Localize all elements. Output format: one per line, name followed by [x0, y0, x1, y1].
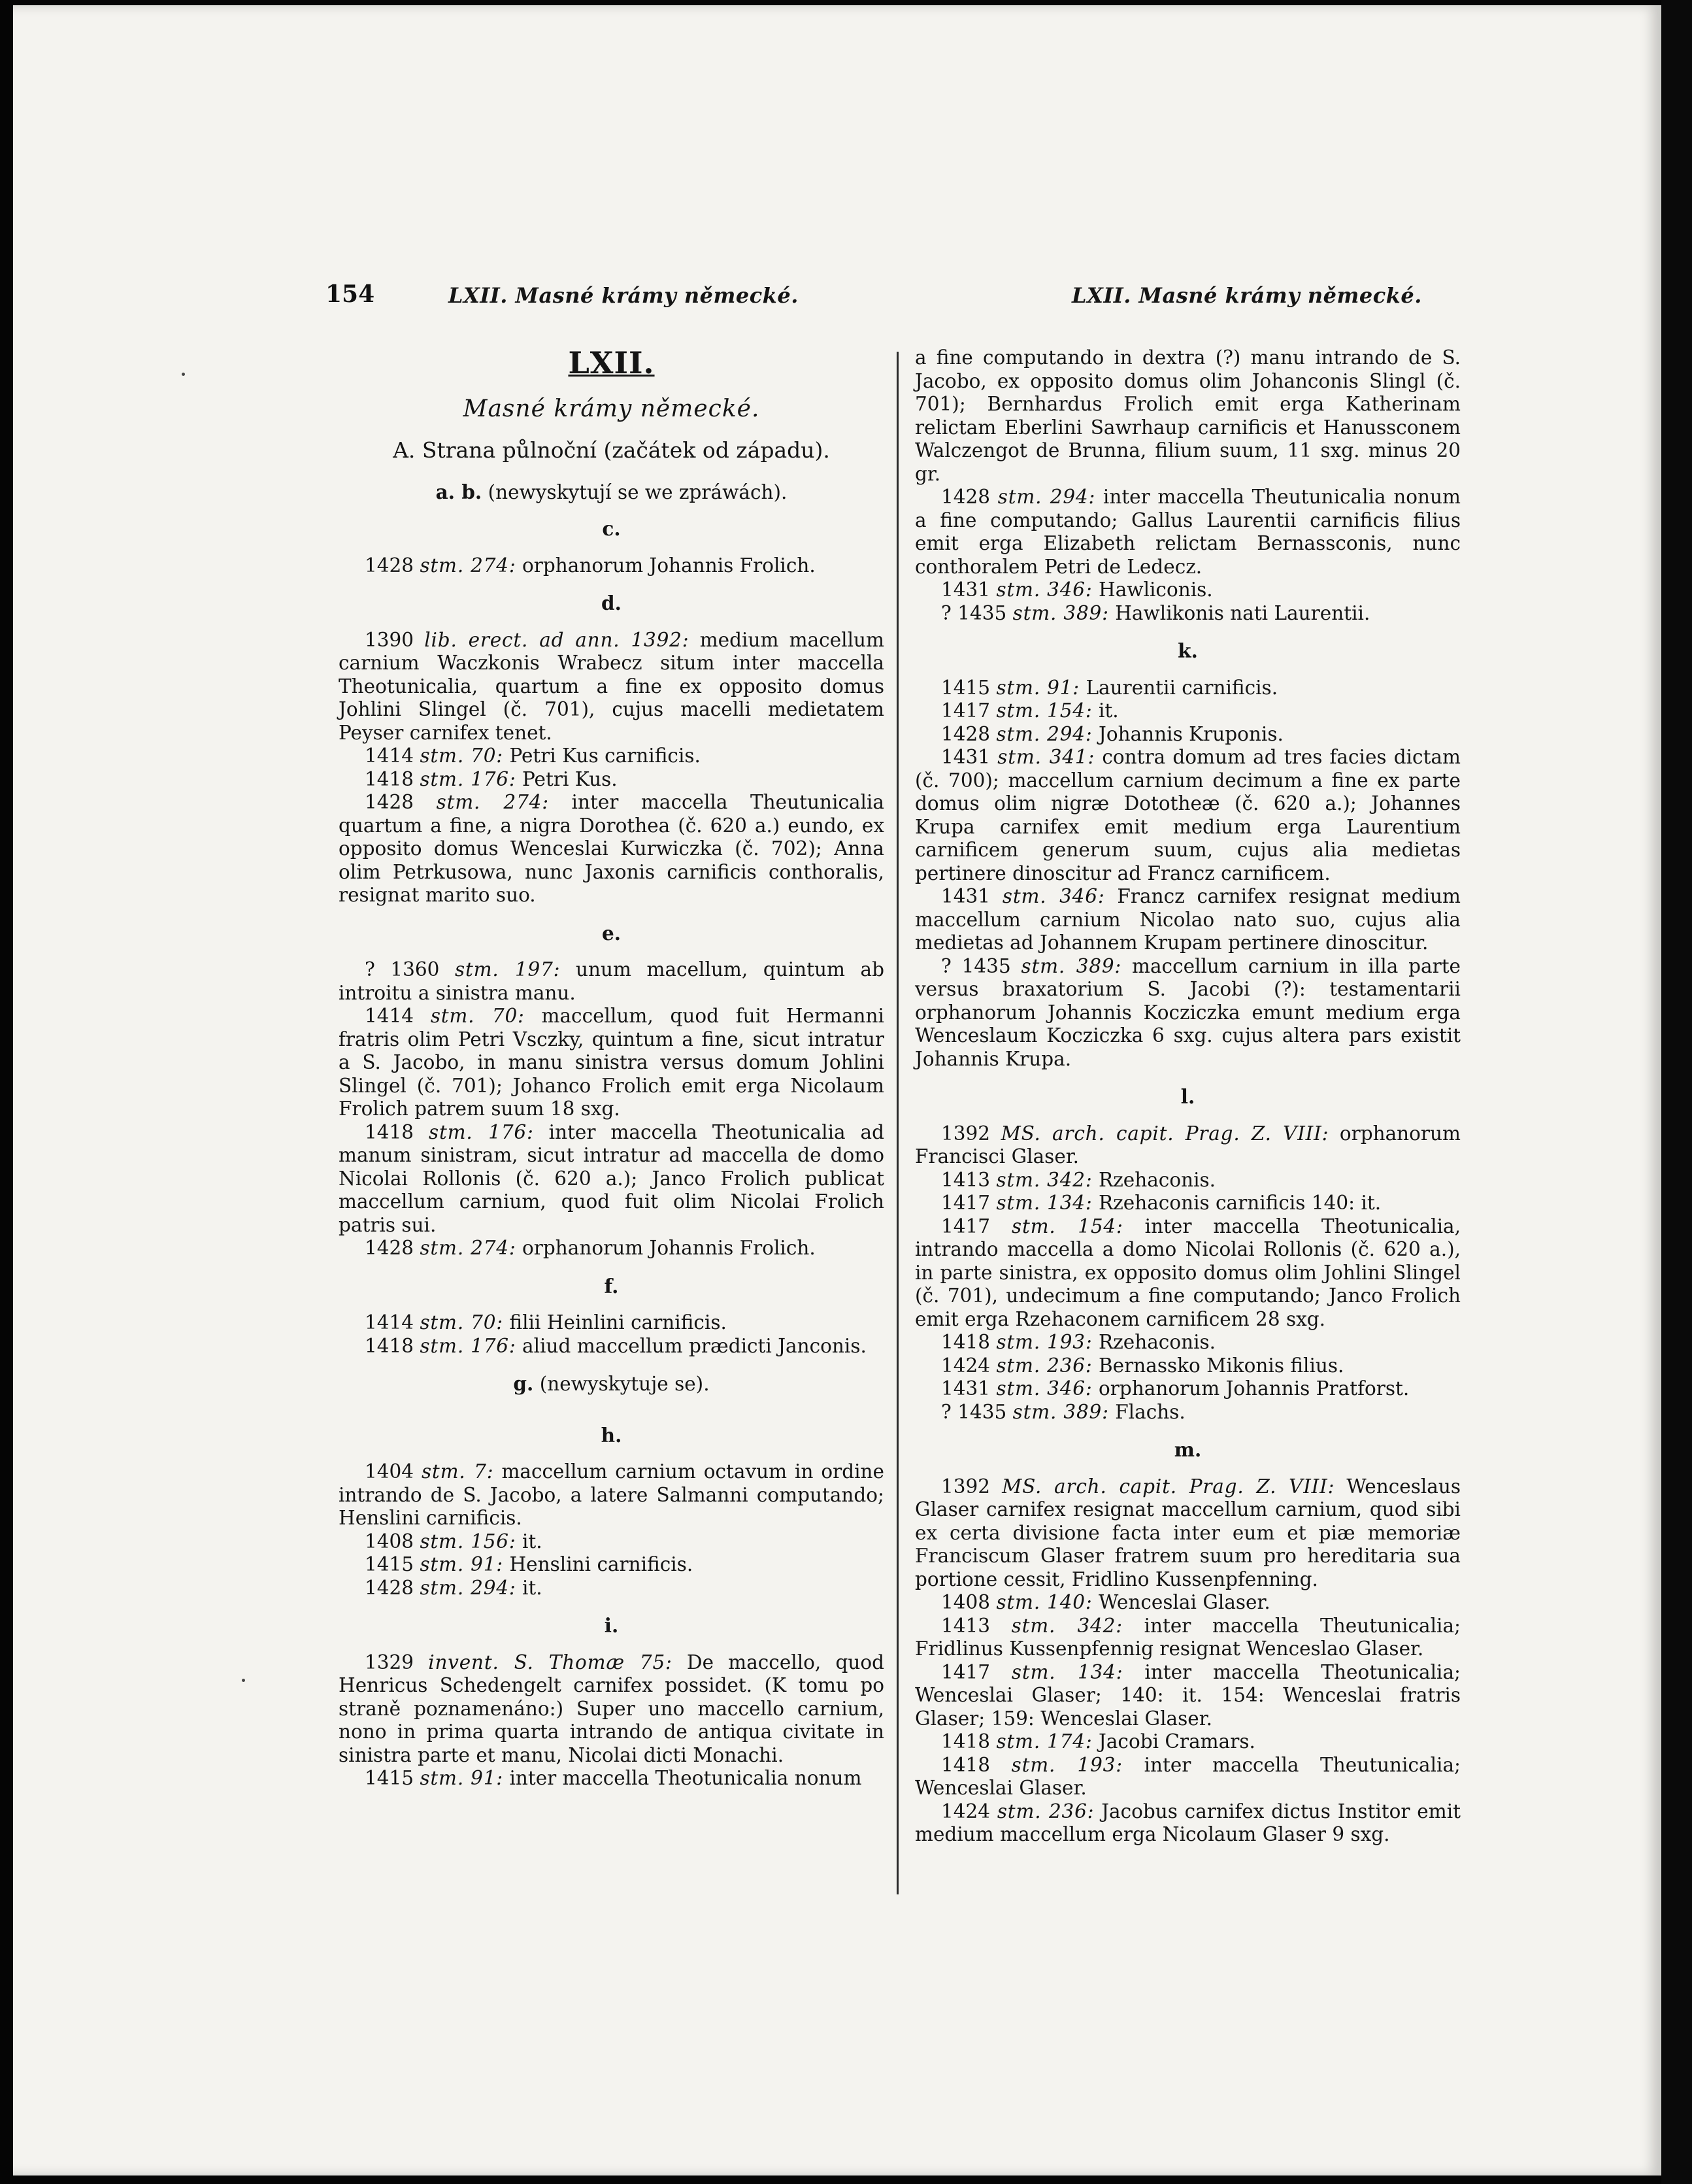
entry-text: inter maccella Theotunicalia nonum [503, 1767, 862, 1789]
entry-text: maccellum carnium octavum in ordine intrando de S. Jacobo, a latere Salmanni computando; Henslini carnificis. [339, 1460, 885, 1529]
record-entry [915, 1354, 1461, 1378]
entry-date: 1424 [941, 1800, 997, 1823]
letter-note: (newyskytuje se). [533, 1373, 710, 1395]
letter-label: f. [604, 1274, 619, 1298]
letter-note: (newyskytují se we zpráwách). [488, 480, 788, 503]
entry-text: Hawlikonis nati Laurentii. [1108, 601, 1370, 624]
spacer [339, 1260, 884, 1275]
entry-date: 1417 [941, 1215, 1012, 1237]
record-entry [915, 885, 1461, 955]
entry-continuation: a fine computando in dextra (?) manu intrando de S. Jacobo, ex opposito domus olim Johanconis Slingl (č. 701); Bernhardus Frolich emit erga Katherinam relictam Eberlini Sawrhaup carnificis et Hanussconem Walczengot de Brunna, filium suum, 11 sxg. minus 20 gr. [915, 346, 1461, 485]
entry-date: 1417 [941, 699, 997, 722]
entry-reference: lib. erect. ad ann. 1392: [424, 628, 689, 651]
page-edge [1661, 0, 1692, 2184]
record-entry [339, 791, 884, 907]
entry-reference: stm. 70: [430, 1005, 525, 1027]
record-entry [915, 1215, 1461, 1332]
record-entry [915, 699, 1461, 723]
entry-text: Petri Kus. [516, 767, 618, 790]
entry-date: 1431 [941, 885, 1003, 907]
record-entry [915, 1661, 1461, 1731]
entry-text: inter maccella Theutunicalia; Fridlinus Kussenpfennig resignat Wenceslao Glaser. [915, 1614, 1461, 1660]
record-entry [915, 1377, 1461, 1401]
entry-date: 1390 [365, 628, 425, 651]
record-entry [339, 958, 884, 1005]
letter-heading-ab [339, 480, 884, 505]
entry-reference: stm. 346: [996, 579, 1093, 601]
record-entry [915, 677, 1461, 700]
letter-label: a. b. [435, 480, 482, 503]
record-entry [339, 1237, 884, 1260]
letter-heading [915, 639, 1461, 664]
letter-label: e. [601, 921, 622, 945]
entry-date: 1424 [941, 1354, 997, 1377]
record-entry [339, 745, 884, 768]
entry-text: Petri Kus carnificis. [503, 745, 701, 767]
entry-date: 1428 [365, 791, 437, 813]
record-entry [339, 1311, 884, 1335]
scan-speck [182, 373, 185, 376]
entry-reference: stm. 236: [996, 1354, 1093, 1377]
entry-date: 1415 [365, 1553, 420, 1575]
entry-date: 1418 [365, 767, 420, 790]
record-entry [339, 1651, 884, 1768]
entry-reference: stm. 346: [996, 1377, 1093, 1400]
entry-date: 1428 [365, 554, 420, 577]
entry-reference: MS. arch. capit. Prag. Z. VIII: [1002, 1475, 1335, 1498]
record-entry [915, 1591, 1461, 1615]
entry-date: 1418 [941, 1753, 1012, 1776]
record-entry [915, 955, 1461, 1071]
entry-date: 1413 [941, 1168, 997, 1191]
column-divider [897, 352, 899, 1894]
record-entry [915, 486, 1461, 579]
entry-text: filii Heinlini carnificis. [503, 1311, 727, 1334]
letter-label: l. [1180, 1085, 1195, 1108]
spacer [339, 577, 884, 592]
entry-reference: stm. 389: [1012, 601, 1109, 624]
entry-reference: stm. 156: [420, 1530, 516, 1553]
entry-text: orphanorum Johannis Frolich. [516, 1237, 816, 1259]
record-entry [915, 723, 1461, 747]
scanned-page [13, 5, 1661, 2176]
entry-date: ? 1435 [941, 601, 1013, 624]
letter-label: i. [604, 1614, 619, 1637]
entry-date: 1415 [941, 676, 997, 699]
entry-date: 1428 [365, 1237, 420, 1259]
entry-reference: stm. 274: [436, 791, 549, 813]
entry-reference: stm. 274: [420, 554, 516, 577]
entry-reference: stm. 176: [420, 1334, 516, 1357]
letter-label: c. [602, 517, 621, 540]
letter-label: m. [1174, 1438, 1202, 1461]
entry-reference: MS. arch. capit. Prag. Z. VIII: [1001, 1122, 1329, 1145]
entry-reference: stm. 341: [997, 746, 1095, 768]
running-header-right: LXII. Masné krámy německé. [1072, 283, 1422, 308]
letter-heading [339, 1424, 884, 1448]
record-entry [339, 1460, 884, 1530]
spacer [339, 1409, 884, 1424]
entry-reference: stm. 294: [996, 722, 1093, 745]
entry-text: inter maccella Theutunicalia quartum a fine, a nigra Dorothea (č. 620 a.) eundo, ex opposito domus Wenceslai Kurwiczka (č. 702); Anna olim Petrkusowa, nunc Jaxonis carnificis conthoralis, resignat marito suo. [339, 791, 884, 906]
entry-text: orphanorum Francisci Glaser. [915, 1122, 1461, 1168]
entry-date: 1329 [365, 1651, 429, 1673]
entry-text: Henslini carnificis. [503, 1553, 693, 1575]
entry-text: orphanorum Johannis Frolich. [516, 554, 816, 577]
entry-text: Hawliconis. [1092, 579, 1213, 601]
spacer [915, 1071, 1461, 1085]
entry-date: 1431 [941, 579, 997, 601]
entry-date: 1415 [365, 1767, 420, 1789]
right-column [915, 346, 1461, 1847]
entry-date: ? 1435 [941, 954, 1021, 977]
record-entry [339, 1553, 884, 1577]
record-entry [339, 1005, 884, 1121]
record-entry [339, 554, 884, 578]
left-entries [339, 517, 884, 1790]
entry-text: it. [1092, 699, 1119, 722]
entry-text: medium macellum carnium Waczkonis Wrabecz situm inter maccella Theotunicalia, quartum a fine ex opposito domus Johlini Slingel (č. 701), cujus macelli medietatem Peyser carnifex tenet. [339, 628, 885, 744]
running-header-left: LXII. Masné krámy německé. [448, 283, 799, 308]
record-entry [915, 1800, 1461, 1847]
entry-reference: stm. 154: [1012, 1215, 1123, 1237]
entry-text: Bernassko Mikonis filius. [1092, 1354, 1344, 1377]
record-entry [339, 1335, 884, 1358]
entry-reference: stm. 197: [455, 958, 561, 981]
left-column [339, 346, 884, 1790]
entry-text: inter maccella Theotunicalia ad manum sinistram, sicut intratur ad maccella de domo Nicolai Rollonis (č. 620 a.); Janco Frolich publicat maccellum carnium, quod fuit olim Nicolai Frolich patris sui. [339, 1120, 884, 1236]
entry-reference: stm. 134: [996, 1192, 1093, 1214]
entry-date: 1408 [365, 1530, 420, 1553]
record-entry [915, 1754, 1461, 1800]
entry-text: unum macellum, quintum ab introitu a sinistra manu. [339, 958, 884, 1004]
entry-text: Wenceslai Glaser. [1092, 1591, 1270, 1613]
entry-date: 1404 [365, 1460, 422, 1483]
letter-label: h. [601, 1423, 622, 1447]
entry-text: Jacobus carnifex dictus Institor emit medium maccellum erga Nicolaum Glaser 9 sxg. [915, 1800, 1461, 1845]
record-entry [915, 579, 1461, 602]
entry-text: aliud maccellum prædicti Janconis. [516, 1334, 867, 1357]
entry-text: maccellum carnium in illa parte versus braxatorium S. Jacobi (?): testamentarii orphanorum Johannis Kocziczka emunt medium erga Wenceslaum Kocziczka 6 sxg. cujus altera pars existit Johannis Krupa. [915, 954, 1461, 1070]
entry-reference: stm. 236: [997, 1800, 1095, 1823]
letter-heading [339, 592, 884, 616]
record-entry [339, 1121, 884, 1237]
letter-heading [915, 1085, 1461, 1109]
entry-text: Laurentii carnificis. [1080, 676, 1278, 699]
record-entry [915, 1122, 1461, 1169]
letter-heading [339, 922, 884, 946]
entry-reference: stm. 176: [429, 1120, 534, 1143]
entry-reference: stm. 274: [420, 1237, 516, 1259]
entry-date: 1417 [941, 1192, 997, 1214]
entry-date: 1414 [365, 1005, 431, 1027]
entry-text: Johannis Kruponis. [1092, 722, 1284, 745]
spacer [915, 1424, 1461, 1438]
record-entry [339, 768, 884, 792]
entry-reference: stm. 193: [996, 1331, 1093, 1353]
record-entry [915, 1331, 1461, 1354]
entry-text: inter maccella Theutunicalia; Wenceslai Glaser. [915, 1753, 1461, 1799]
entry-text: inter maccella Theotunicalia, intrando maccella a domo Nicolai Rollonis (č. 620 a.), in parte sinistra, ex opposito domus olim Johlini Slingel (č. 701), undecimum a fine computando; Janco Frolich emit erga Rzehaconem carnificem 28 sxg. [915, 1215, 1461, 1330]
record-entry [915, 1192, 1461, 1215]
spacer [339, 1358, 884, 1372]
chapter-number: LXII. [568, 345, 655, 380]
letter-label: d. [601, 592, 622, 614]
entry-date: 1417 [941, 1660, 1012, 1683]
record-entry [339, 1767, 884, 1790]
entry-reference: stm. 91: [420, 1767, 504, 1789]
entry-reference: stm. 134: [1011, 1660, 1123, 1683]
entry-text: inter maccella Theutunicalia nonum a fine computando; Gallus Laurentii carnificis filius emit erga Elizabeth relictam Bernassconis, nunc conthoralem Petri de Ledecz. [915, 486, 1461, 578]
entry-text: De maccello, quod Henricus Schedengelt carnifex possidet. (K tomu po straně poznamenáno:) Super uno maccello carnium, nono in prima quarta intrando de antiqua civitate in sinistra parte et manu, Nicolai dicti Monachi. [339, 1651, 884, 1766]
entry-text: Wenceslaus Glaser carnifex resignat maccellum carnium, quod sibi ex certa divisione facta inter eum et piæ memoriæ Franciscum Glaser fratrem suum pro hereditaria sua portione cessit, Fridlino Kussenpfenning. [915, 1475, 1461, 1590]
entry-date: 1408 [941, 1591, 997, 1613]
entry-reference: stm. 193: [1011, 1753, 1123, 1776]
entry-text: Rzehaconis carnificis 140: it. [1092, 1192, 1382, 1214]
entry-text: Rzehaconis. [1092, 1331, 1216, 1353]
entry-date: 1428 [365, 1576, 420, 1599]
entry-reference: stm. 176: [420, 767, 516, 790]
entry-reference: stm. 154: [996, 699, 1093, 722]
entry-text: it. [516, 1530, 542, 1553]
record-entry [915, 1475, 1461, 1592]
entry-text: it. [516, 1576, 542, 1599]
entry-text: contra domum ad tres facies dictam (č. 700); maccellum carnium decimum a fine ex parte domus olim nigræ Dototheæ (č. 620 a.); Johannes Krupa carnifex emit medium erga Laurentium carnificem generum suum, cujus alia medietas pertinere dinoscitur ad Francz carnificem. [915, 746, 1461, 884]
entry-reference: stm. 70: [420, 1311, 504, 1334]
entry-reference: stm. 342: [1011, 1614, 1123, 1637]
letter-heading [339, 1614, 884, 1638]
entry-date: 1392 [941, 1122, 1001, 1145]
letter-heading [339, 517, 884, 541]
entry-date: 1431 [941, 1377, 997, 1400]
entry-reference: stm. 346: [1002, 885, 1105, 907]
entry-text: inter maccella Theotunicalia; Wenceslai Glaser; 140: it. 154: Wenceslai fratris Glaser; 159: Wenceslai Glaser. [915, 1660, 1461, 1730]
record-entry [339, 629, 884, 745]
entry-text: Flachs. [1108, 1400, 1186, 1423]
record-entry [915, 602, 1461, 626]
entry-date: 1418 [941, 1730, 997, 1753]
entry-date: 1418 [365, 1120, 429, 1143]
entry-reference: stm. 91: [420, 1553, 504, 1575]
entry-date: ? 1435 [941, 1400, 1013, 1423]
entry-text: orphanorum Johannis Pratforst. [1092, 1377, 1410, 1400]
entry-date: 1414 [365, 1311, 420, 1334]
record-entry [915, 746, 1461, 885]
entry-reference: stm. 140: [996, 1591, 1093, 1613]
entry-reference: stm. 91: [996, 676, 1080, 699]
entry-reference: invent. S. Thomæ 75: [428, 1651, 672, 1673]
entry-reference: stm. 342: [996, 1168, 1093, 1191]
scan-speck [242, 1679, 245, 1682]
entry-date: 1392 [941, 1475, 1003, 1498]
letter-heading [339, 1372, 884, 1396]
spacer [339, 1600, 884, 1614]
entry-date: ? 1360 [365, 958, 456, 981]
spacer [339, 907, 884, 922]
entry-reference: stm. 389: [1021, 954, 1122, 977]
chapter-title: Masné krámy německé. [463, 395, 760, 422]
record-entry [915, 1730, 1461, 1754]
letter-label: g. [513, 1372, 534, 1395]
entry-date: 1431 [941, 746, 998, 768]
entry-reference: stm. 174: [996, 1730, 1093, 1753]
record-entry [915, 1615, 1461, 1661]
right-entries [915, 346, 1461, 1847]
entry-reference: stm. 294: [997, 486, 1096, 508]
entry-date: 1413 [941, 1614, 1012, 1637]
entry-text: Jacobi Cramars. [1092, 1730, 1255, 1753]
entry-reference: stm. 7: [421, 1460, 494, 1483]
letter-label: k. [1178, 639, 1198, 662]
section-heading: A. Strana půlnoční (začátek od západu). [393, 437, 830, 463]
entry-reference: stm. 70: [420, 745, 504, 767]
entry-date: 1414 [365, 745, 420, 767]
entry-date: 1418 [365, 1334, 420, 1357]
record-entry [339, 1577, 884, 1600]
entry-reference: stm. 294: [420, 1576, 516, 1599]
entry-text: Francz carnifex resignat medium maccellum carnium Nicolao nato suo, cujus alia medietas ad Johannem Krupam pertinere dinoscitur. [915, 885, 1461, 954]
page-number: 154 [325, 280, 375, 308]
letter-heading [915, 1438, 1461, 1462]
entry-text: Rzehaconis. [1092, 1168, 1216, 1191]
record-entry [915, 1169, 1461, 1192]
spacer [915, 625, 1461, 639]
entry-date: 1418 [941, 1331, 997, 1353]
record-entry [915, 1401, 1461, 1424]
entry-reference: stm. 389: [1012, 1400, 1109, 1423]
letter-heading [339, 1275, 884, 1299]
entry-date: 1428 [941, 722, 997, 745]
record-entry [339, 1530, 884, 1554]
entry-date: 1428 [941, 486, 998, 508]
entry-text: maccellum, quod fuit Hermanni fratris olim Petri Vsczky, quintum a fine, sicut intratur a S. Jacobo, in manu sinistra versus domum Johlini Slingel (č. 701); Johanco Frolich emit erga Nicolaum Frolich patrem suum 18 sxg. [339, 1005, 884, 1120]
